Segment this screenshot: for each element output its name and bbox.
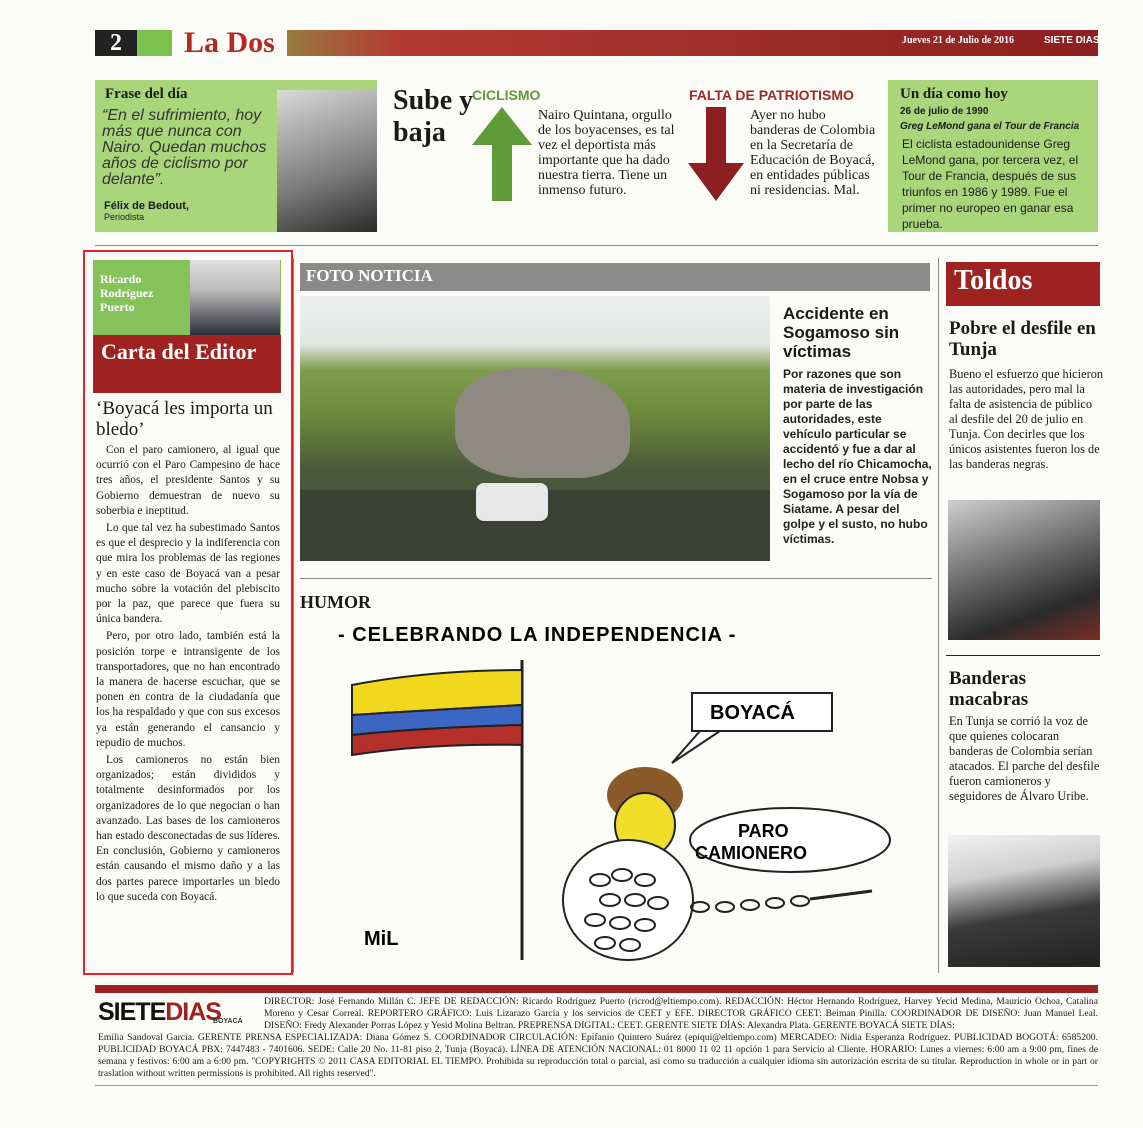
dia-title: Un día como hoy xyxy=(900,86,1008,102)
up-text: Nairo Quintana, orgullo de los boyacenses, es tal vez el deportista más importante que ha dado nuestra tierra. Tiene un inmenso futuro. xyxy=(538,108,675,198)
humor-cartoon xyxy=(300,615,932,975)
frase-title: Frase del día xyxy=(105,86,188,102)
carta-editor-title: Carta del Editor xyxy=(101,339,257,364)
overturned-car xyxy=(476,483,548,521)
logo-siete: SIETE xyxy=(98,998,166,1026)
section-title: La Dos xyxy=(172,26,287,60)
editor-name: Ricardo Rodríguez Puerto xyxy=(100,272,154,314)
toldos-item2-text: En Tunja se corrió la voz de que quienes colocaran banderas de Colombia serían atacados. El parche del desfile fueron camioneros y seguidores de Álvaro Uribe. xyxy=(949,714,1100,803)
divider xyxy=(95,1085,1098,1086)
editorial-body xyxy=(96,443,280,907)
logo-dias: DIAS xyxy=(165,998,221,1026)
credits-text-continued: Emilia Sandoval García. GERENTE PRENSA ESPECIALIZADA: Diana Gómez S. COORDINADOR CIRCULACIÓN: Epifanio Quintero Suárez (epiqui@eltiempo.com) MERCADEO: Nidia Esperanza Rodríguez. PUBLICIDAD BOGOTÁ: 6585200. PUBLICIDAD BOYACÁ PBX: 7447483 - 7401606. SEDE: Calle 20 No. 11-81 piso 2, Tunja (Boyacá). LÍNEA DE ATENCIÓN NACIONAL: 01 8000 11 02 11 opción 1 para Servicio al Cliente. HORARIO: Lunes a viernes: 6:00 am a 9:00 pm, fines de semana y festivos: 6:00 am a 6:00 pm. "COPYRIGHTS © 2011 CASA EDITORIAL EL TIEMPO. Prohibida su reproducción total o parcial, así como su traducción a cualquier idioma sin autorización escrita de su titular. Reproduction in whole or in part or traslation without written permissions is prohibited. All rights reserved". xyxy=(98,1032,1098,1079)
credits-text: DIRECTOR: José Fernando Millán C. JEFE DE REDACCIÓN: Ricardo Rodríguez Puerto (ricrod@eltiempo.com). REDACCIÓN: Héctor Hernando Rodríguez, Harvey Yecid Medina, Mauricio Ochoa, Catalina Moreno y Cesar Correal. REPORTERO GRÁFICO: Luis Lizarazo García y los servicios de CEET y EFE. DIRECTOR GRÁFICO CEET: Beiman Pinilla. COORDINADOR DE DISEÑO: Juan Manuel Leal. DISEÑO: Fredy Alexander Porras López y Yesid Molina Beltran. PREPRENSA DIGITAL: CEET. GERENTE SIETE DÍAS: Alexandra Plata. GERENTE BOYACÁ SIETE DÍAS: xyxy=(264,996,1098,1031)
siete-dias-logo xyxy=(98,998,258,1028)
bubble-boyaca: BOYACÁ xyxy=(710,702,795,724)
parade-photo xyxy=(948,500,1100,640)
dia-headline: Greg LeMond gana el Tour de Francia xyxy=(900,121,1080,132)
down-label: FALTA DE PATRIOTISMO xyxy=(689,87,854,103)
foto-noticia-label: FOTO NOTICIA xyxy=(306,266,433,285)
dia-date: 26 de julio de 1990 xyxy=(900,106,989,117)
accident-title: Accidente en Sogamoso sin víctimas xyxy=(783,304,900,361)
arrow-up-icon xyxy=(470,105,534,203)
frase-author: Félix de Bedout, xyxy=(104,200,189,212)
column-divider xyxy=(938,258,939,973)
bubble-paro: PARO xyxy=(738,821,789,841)
editorial-paragraph: Lo que tal vez ha subestimado Santos es que el desprecio y la indiferencia con que mira los problemas de las regiones y en este caso de Boyacá van a pesar mucho sobre la votación del plebiscito por la paz, que parece que fuera su única bandera. xyxy=(96,522,280,626)
frase-quote: “En el sufrimiento, hoy más que nunca con Nairo. Quedan muchos años de ciclismo por delante”. xyxy=(102,107,267,188)
editorial-paragraph: Con el paro camionero, al igual que ocurrió con el Paro Campesino de hace tres años, el presidente Santos y su Gobierno demuestran de nuevo su soberbia e ineptitud. xyxy=(96,444,280,517)
arrow-down-icon xyxy=(686,105,746,203)
toldos-item1-title: Pobre el desfile en Tunja xyxy=(949,318,1096,360)
column-divider xyxy=(293,258,294,973)
up-label: CICLISMO xyxy=(472,87,541,103)
divider xyxy=(300,578,932,579)
divider xyxy=(95,245,1098,246)
frase-role: Periodista xyxy=(104,212,145,222)
flags-photo xyxy=(948,835,1100,967)
footer-bar xyxy=(95,985,1098,993)
editorial-paragraph: Pero, por otro lado, también está la posición torpe e intransigente de los transportadores, que no han encontrado la manera de hacerse escuchar, que se ponen en contra de la ciudadanía que los ha respaldado y que con sus excesos ya están generando el cansancio y repudio de muchos. xyxy=(96,630,280,749)
page-number: 2 xyxy=(95,30,137,56)
cartoon-caption: - CELEBRANDO LA INDEPENDENCIA - xyxy=(338,624,737,646)
logo-boyaca: BOYACÁ xyxy=(213,1018,243,1025)
frase-author-photo xyxy=(277,90,377,232)
down-text: Ayer no hubo banderas de Colombia en la Secretaría de Educación de Boyacá, en entidades públicas ni residencias. Mal. xyxy=(750,108,876,198)
divider xyxy=(946,655,1100,656)
header-brand: SIETE DIAS xyxy=(1044,35,1100,46)
editorial-headline: ‘Boyacá les importa un bledo’ xyxy=(96,398,273,440)
editor-photo xyxy=(190,260,280,335)
toldos-title: Toldos xyxy=(954,265,1033,296)
toldos-item1-text: Bueno el esfuerzo que hicieron las autoridades, pero mal la falta de asistencia de público al desfile del 20 de julio en Tunja. Con decirles que los únicos asistentes fueron los de las banderas negras. xyxy=(949,367,1104,471)
sube-baja-title: Sube y baja xyxy=(393,85,474,148)
dia-text: El ciclista estadounidense Greg LeMond gana, por tercera vez, el Tour de Francia, después de sus triunfos en 1986 y 1989. Fue el primer no europeo en ganar esa prueba. xyxy=(902,137,1079,231)
accident-text: Por razones que son materia de investigación por parte de las autoridades, este vehículo particular se accidentó y fue a dar al lecho del río Chicamocha, en el cruce entre Nobsa y Sogamoso por la vía de Siatame. A pesar del golpe y el susto, no hubo víctimas. xyxy=(783,367,932,546)
issue-date: Jueves 21 de Julio de 2016 xyxy=(902,35,1014,46)
bubble-camionero: CAMIONERO xyxy=(695,843,807,863)
editorial-paragraph: Los camioneros no están bien organizados; están divididos y totalmente desinformados por los organizadores de lo que negocian o han avanzado. Las bases de los camioneros han estado desconectadas de sus líderes. En conclusión, Gobierno y camioneros están causando el mismo daño y a las dos partes parece importarles un bledo lo que suceda con Boyacá. xyxy=(96,754,280,903)
bridge-rock xyxy=(455,368,630,478)
toldos-item2-title: Banderas macabras xyxy=(949,668,1029,710)
cartoonist-signature: MiL xyxy=(364,928,399,950)
humor-label: HUMOR xyxy=(300,592,371,612)
